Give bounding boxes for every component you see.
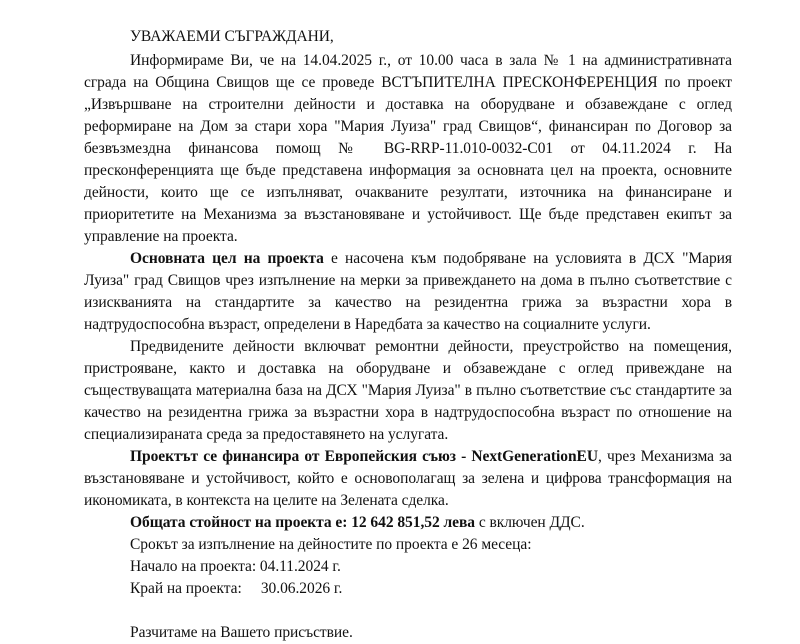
funding-text: , чрез Механизма за възстановяване и устойчивост, който е основополагащ за зелена и цифрова трансформация на икономиката, в контекста на целите на Зелената сделка.: [84, 448, 733, 509]
spacer: [84, 600, 732, 622]
paragraph-activities: Предвидените дейности включват ремонтни дейности, преустройство на помещения, пристрояване, както и доставка на оборудване и обзавеждане с оглед привеждане на съществуващата материална база на ДСХ "Мария Луиза" в пълно съответствие със стандартите за качество на резидентна грижа за възрастни хора в надтрудоспособна възраст по отношение на специализираната среда за предоставянето на услугата.: [84, 338, 732, 443]
funding-heading: Проектът се финансира от Европейския съюз - NextGenerationEU: [130, 448, 598, 465]
main-goal-text: е насочена към подобряване на условията в ДСХ "Мария Луиза" град Свищов чрез изпълнение на мерки за привеждането на дома в пълно съответствие с изискванията на стандартите за качество на резидентна грижа за възрастни хора в надтрудоспособна възраст, определени в Наредбата за качество на социалните услуги.: [84, 250, 732, 333]
project-end: Край на проекта: 30.06.2026 г.: [130, 580, 343, 597]
total-value-heading: Общата стойност на проекта е: 12 642 851,52 лева: [130, 514, 475, 531]
paragraph-main-goal: [84, 248, 732, 336]
paragraph-total-value: [84, 512, 732, 534]
project-duration: Срокът за изпълнение на дейностите по проекта е 26 месеца:: [130, 536, 532, 553]
greeting: УВАЖАЕМИ СЪГРАЖДАНИ,: [130, 28, 334, 45]
total-value-text: с включен ДДС.: [475, 514, 585, 531]
project-start: Начало на проекта: 04.11.2024 г.: [130, 558, 341, 575]
main-goal-heading: Основната цел на проекта: [130, 250, 324, 267]
paragraph-funding: [84, 446, 732, 512]
press-release-body: [84, 26, 732, 644]
paragraph-invitation: Информираме Ви, че на 14.04.2025 г., от 10.00 часа в зала № 1 на административната сграда на Община Свищов ще се проведе ВСТЪПИТЕЛНА ПРЕСКОНФЕРЕНЦИЯ по проект „Извършване на строителни дейности и доставка на оборудване и обзавеждане с оглед реформиране на Дом за стари хора "Мария Луиза" град Свищов“, финансиран по Договор за безвъзмездна финансова помощ № BG-RRP-11.010-0032-C01 от 04.11.2024 г. На пресконференцията ще бъде представена информация за основната цел на проекта, основните дейности, които ще се изпълняват, очакваните резултати, източника на финансиране и приоритетите на Механизма за възстановяване и устойчивост. Ще бъде представен екипът за управление на проекта.: [84, 52, 732, 245]
closing-line: Разчитаме на Вашето присъствие.: [130, 624, 353, 641]
